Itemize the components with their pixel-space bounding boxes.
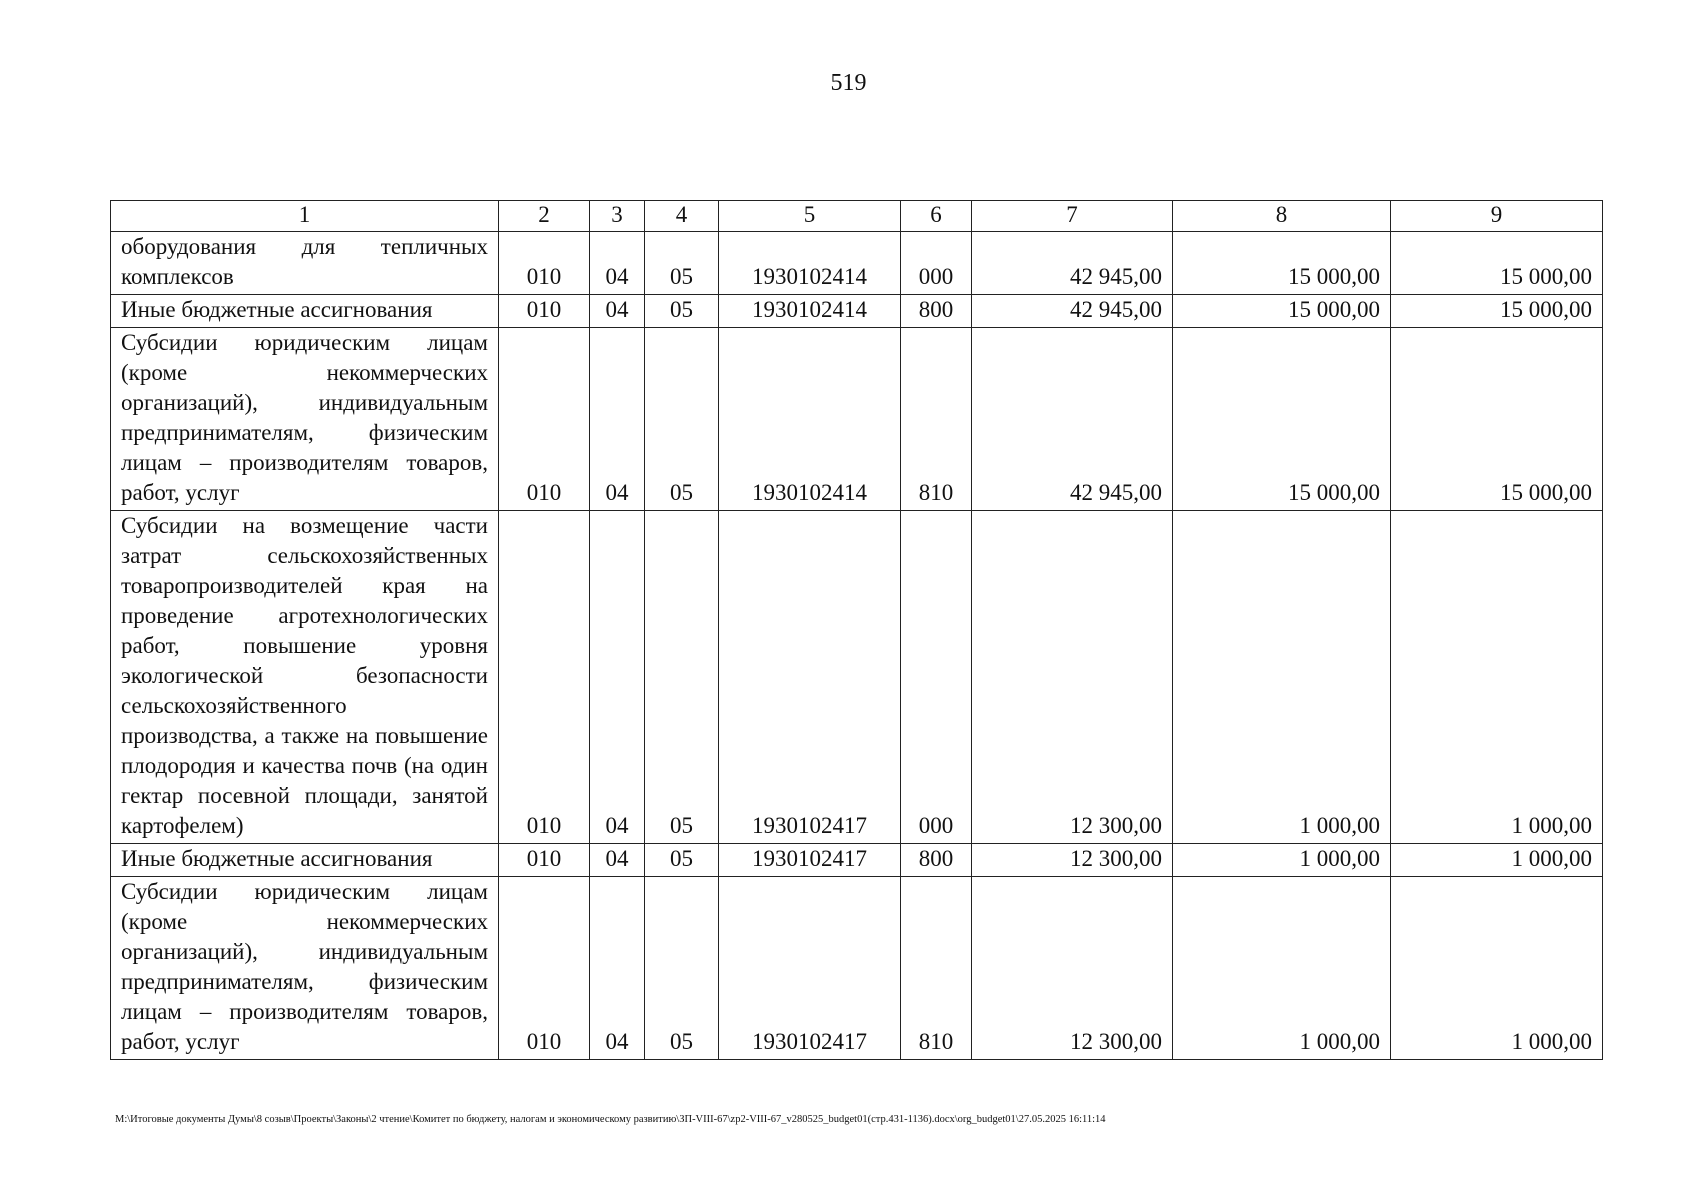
row-ministry-code: 010 [499,328,590,511]
row-section-code: 04 [590,877,645,1060]
table-row [111,295,1603,328]
row-name: Субсидии юридическим лицам (кроме некоммерческих организаций), индивидуальным предпринимателям, физическим лицам – производителям товаров, работ, услуг [111,328,499,511]
row-target-code: 1930102414 [719,295,901,328]
row-name: Иные бюджетные ассигнования [111,295,499,328]
row-target-code: 1930102414 [719,328,901,511]
row-target-code: 1930102417 [719,844,901,877]
row-subsection-code: 05 [645,511,719,844]
row-sum-col-7: 12 300,00 [972,844,1173,877]
header-col-7: 7 [972,201,1173,232]
row-sum-col-9: 1 000,00 [1391,877,1603,1060]
row-section-code: 04 [590,232,645,295]
row-name: оборудования для тепличных комплексов [111,232,499,295]
row-sum-col-9: 15 000,00 [1391,295,1603,328]
table-row [111,844,1603,877]
row-sum-col-9: 15 000,00 [1391,328,1603,511]
header-col-2: 2 [499,201,590,232]
table-row [111,877,1603,1060]
header-col-5: 5 [719,201,901,232]
row-expense-type-code: 800 [901,844,972,877]
row-expense-type-code: 810 [901,328,972,511]
header-col-4: 4 [645,201,719,232]
header-col-8: 8 [1173,201,1391,232]
row-sum-col-9: 1 000,00 [1391,844,1603,877]
row-sum-col-7: 42 945,00 [972,232,1173,295]
row-sum-col-7: 42 945,00 [972,295,1173,328]
row-expense-type-code: 810 [901,877,972,1060]
header-col-1: 1 [111,201,499,232]
row-section-code: 04 [590,295,645,328]
row-sum-col-8: 1 000,00 [1173,844,1391,877]
row-ministry-code: 010 [499,295,590,328]
row-target-code: 1930102417 [719,877,901,1060]
row-subsection-code: 05 [645,232,719,295]
row-ministry-code: 010 [499,511,590,844]
row-subsection-code: 05 [645,295,719,328]
page-number: 519 [830,70,867,96]
row-sum-col-8: 1 000,00 [1173,511,1391,844]
row-sum-col-8: 15 000,00 [1173,295,1391,328]
row-sum-col-7: 12 300,00 [972,877,1173,1060]
row-sum-col-9: 15 000,00 [1391,232,1603,295]
header-col-3: 3 [590,201,645,232]
header-col-9: 9 [1391,201,1603,232]
table-row [111,328,1603,511]
row-subsection-code: 05 [645,328,719,511]
row-sum-col-8: 15 000,00 [1173,232,1391,295]
document-path-footer: М:\Итоговые документы Думы\8 созыв\Проекты\Законы\2 чтение\Комитет по бюджету, налогам и экономическому развитию\ЗП-VIII-67\zp2-VIII-67_v280525_budget01(стр.431-1136).docx\org_budget01\27.05.2025 16:11:14 [115,1114,1106,1125]
row-expense-type-code: 800 [901,295,972,328]
row-sum-col-7: 42 945,00 [972,328,1173,511]
row-section-code: 04 [590,844,645,877]
row-subsection-code: 05 [645,844,719,877]
row-sum-col-9: 1 000,00 [1391,511,1603,844]
row-sum-col-8: 15 000,00 [1173,328,1391,511]
row-section-code: 04 [590,328,645,511]
table-row [111,511,1603,844]
header-col-6: 6 [901,201,972,232]
table-header-row [111,201,1603,232]
row-sum-col-7: 12 300,00 [972,511,1173,844]
row-expense-type-code: 000 [901,511,972,844]
row-name: Субсидии на возмещение части затрат сельскохозяйственных товаропроизводителей края на проведение агротехнологических работ, повышение уровня экологической безопасности сельскохозяйственного производства, а также на повышение плодородия и качества почв (на один гектар посевной площади, занятой картофелем) [111,511,499,844]
row-target-code: 1930102417 [719,511,901,844]
row-ministry-code: 010 [499,877,590,1060]
row-ministry-code: 010 [499,844,590,877]
row-subsection-code: 05 [645,877,719,1060]
budget-table [110,200,1603,1060]
row-sum-col-8: 1 000,00 [1173,877,1391,1060]
row-name: Субсидии юридическим лицам (кроме некоммерческих организаций), индивидуальным предпринимателям, физическим лицам – производителям товаров, работ, услуг [111,877,499,1060]
row-section-code: 04 [590,511,645,844]
row-expense-type-code: 000 [901,232,972,295]
row-ministry-code: 010 [499,232,590,295]
row-name: Иные бюджетные ассигнования [111,844,499,877]
row-target-code: 1930102414 [719,232,901,295]
table-row [111,232,1603,295]
